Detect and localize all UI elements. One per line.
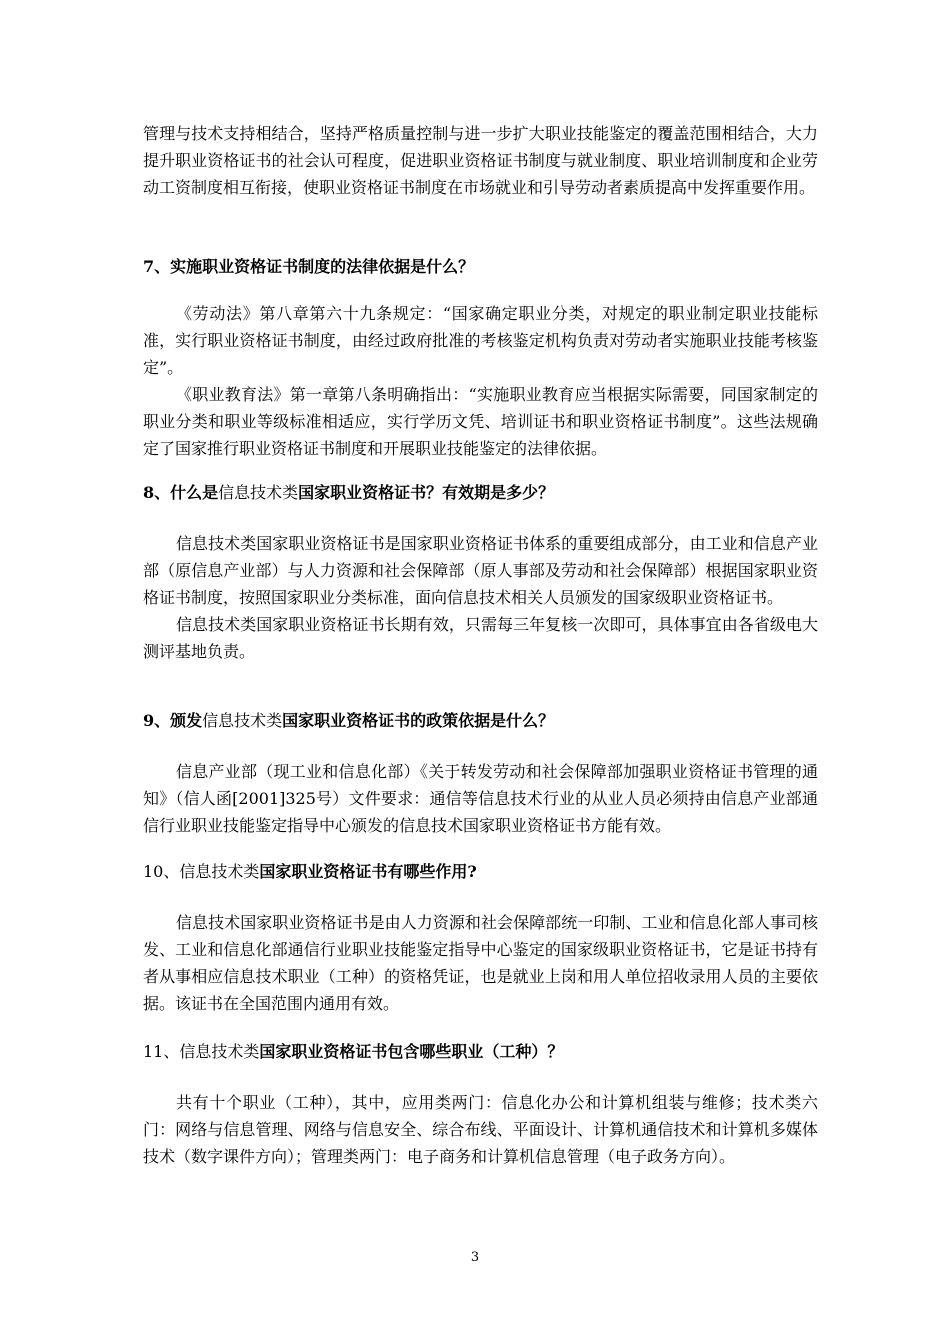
section-q7-body [143, 300, 818, 462]
section-q8 [143, 479, 818, 506]
section-q10 [143, 858, 818, 885]
q11-paragraph-1: 共有十个职业（工种），其中，应用类两门：信息化办公和计算机组装与维修；技术类六门：网络与信息管理、网络与信息安全、综合布线、平面设计、计算机通信技术和计算机多媒体技术（数字课件方向）；管理类两门：电子商务和计算机信息管理（电子政务方向）。 [143, 1093, 818, 1166]
page-number: 3 [470, 1250, 480, 1265]
q7-paragraph-1: 《劳动法》第八章第六十九条规定：“国家确定职业分类，对规定的职业制定职业技能标准，实行职业资格证书制度，由经过政府批准的考核鉴定机构负责对劳动者实施职业技能考核鉴定”。 [143, 304, 818, 377]
q8-heading: 8、什么是信息技术类国家职业资格证书？有效期是多少？ [143, 483, 555, 502]
intro-paragraph-block [143, 120, 818, 201]
q9-paragraph-1: 信息产业部（现工业和信息化部）《关于转发劳动和社会保障部加强职业资格证书管理的通知》（信人函[2001]325号）文件要求：通信等信息技术行业的从业人员必须持由信息产业部通信行业职业技能鉴定指导中心颁发的信息技术国家职业资格证书方能有效。 [143, 762, 818, 835]
section-q11 [143, 1038, 818, 1065]
section-q11-body [143, 1089, 818, 1170]
q7-paragraph-2: 《职业教育法》第一章第八条明确指出：“实施职业教育应当根据实际需要，同国家制定的职业分类和职业等级标准相适应，实行学历文凭、培训证书和职业资格证书制度”。这些法规确定了国家推行职业资格证书制度和开展职业技能鉴定的法律依据。 [143, 385, 818, 458]
q9-heading: 9、颁发信息技术类国家职业资格证书的政策依据是什么？ [143, 711, 555, 730]
section-q9-body [143, 758, 818, 839]
section-q8-body [143, 530, 818, 665]
section-q10-body [143, 909, 818, 1017]
section-q9 [143, 707, 818, 734]
q8-paragraph-2: 信息技术类国家职业资格证书长期有效，只需每三年复核一次即可，具体事宜由各省级电大测评基地负责。 [143, 615, 818, 661]
section-q7 [143, 253, 818, 280]
intro-paragraph: 管理与技术支持相结合，坚持严格质量控制与进一步扩大职业技能鉴定的覆盖范围相结合，大力提升职业资格证书的社会认可程度，促进职业资格证书制度与就业制度、职业培训制度和企业劳动工资制度相互衔接，使职业资格证书制度在市场就业和引导劳动者素质提高中发挥重要作用。 [143, 124, 818, 197]
q8-paragraph-1: 信息技术类国家职业资格证书是国家职业资格证书体系的重要组成部分，由工业和信息产业部（原信息产业部）与人力资源和社会保障部（原人事部及劳动和社会保障部）根据国家职业资格证书制度，按照国家职业分类标准，面向信息技术相关人员颁发的国家级职业资格证书。 [143, 534, 818, 607]
q7-heading: 7、实施职业资格证书制度的法律依据是什么？ [143, 257, 475, 276]
q10-paragraph-1: 信息技术国家职业资格证书是由人力资源和社会保障部统一印制、工业和信息化部人事司核发、工业和信息化部通信行业职业技能鉴定指导中心鉴定的国家级职业资格证书，它是证书持有者从事相应信息技术职业（工种）的资格凭证，也是就业上岗和用人单位招收录用人员的主要依据。该证书在全国范围内通用有效。 [143, 913, 818, 1013]
q11-heading: 11、信息技术类国家职业资格证书包含哪些职业（工种）？ [143, 1042, 564, 1061]
q10-heading: 10、信息技术类国家职业资格证书有哪些作用? [143, 862, 477, 881]
